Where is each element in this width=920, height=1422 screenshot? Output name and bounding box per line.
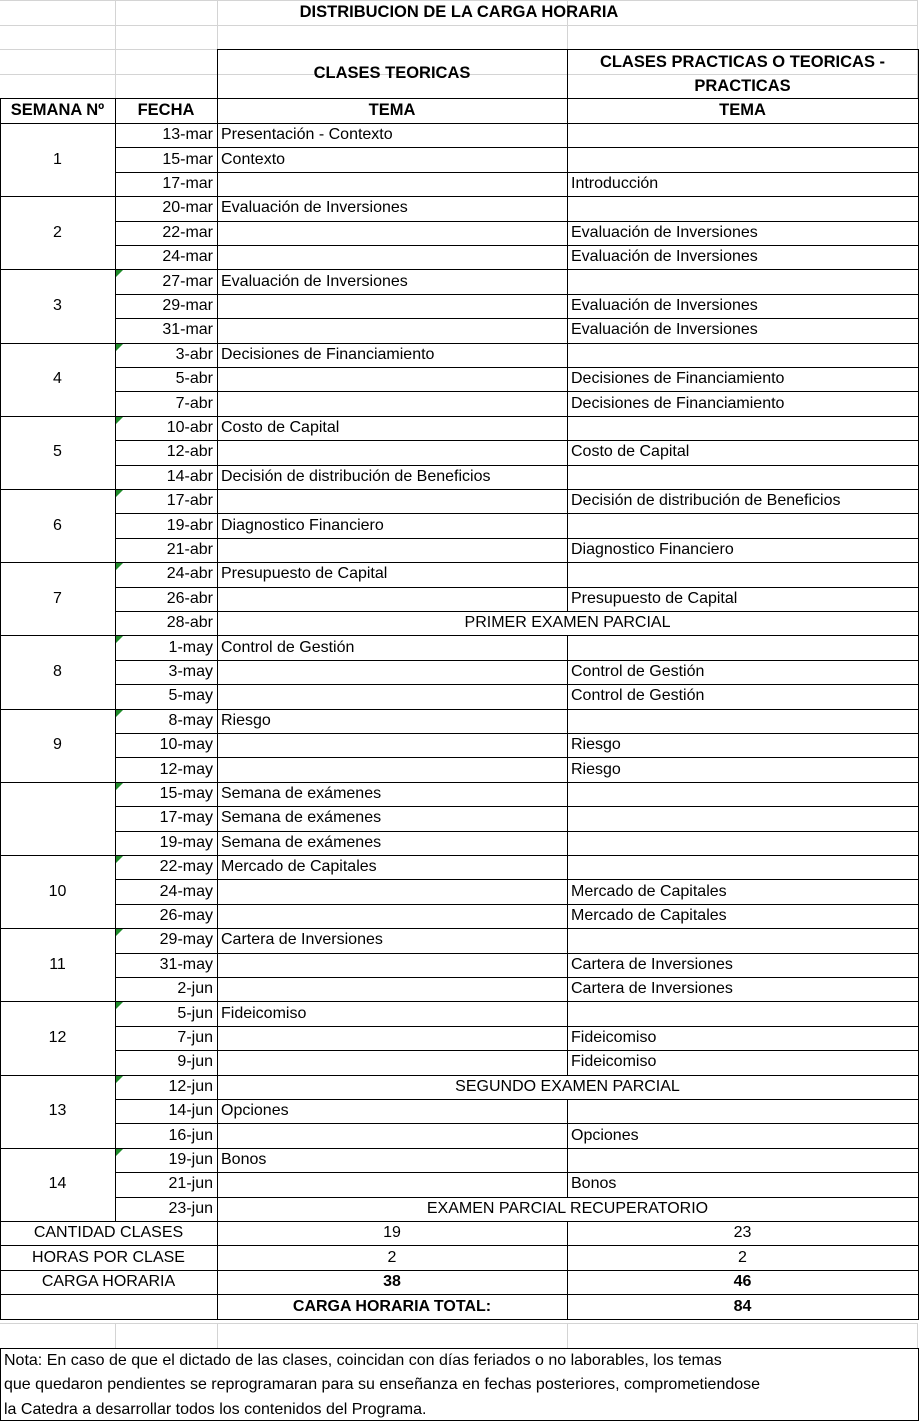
tema-teorica-cell xyxy=(217,1026,567,1050)
tema-teorica-cell xyxy=(217,489,567,513)
grid-line xyxy=(0,25,918,26)
summary-practicas-value: 2 xyxy=(738,1248,747,1266)
tema-teorica-cell xyxy=(217,538,567,562)
border-line xyxy=(217,123,218,1222)
tema-teorica-cell: Mercado de Capitales xyxy=(221,858,377,876)
tema-practica-cell xyxy=(567,1099,918,1123)
summary-label: HORAS POR CLASE xyxy=(32,1248,185,1266)
summary-teoricas-value: 2 xyxy=(387,1248,397,1266)
date-cell: 14-abr xyxy=(166,467,213,485)
date-cell: 15-mar xyxy=(162,150,213,168)
border-line xyxy=(567,635,568,660)
tema-practica-cell: Riesgo xyxy=(571,736,621,754)
tema-practica-cell: Costo de Capital xyxy=(571,443,690,461)
border-line xyxy=(567,367,568,392)
week-number: 9 xyxy=(53,736,62,754)
tema-practica-cell xyxy=(567,1001,918,1025)
summary-practicas-value: 23 xyxy=(733,1224,752,1242)
tema-teorica-cell: Presupuesto de Capital xyxy=(221,565,388,583)
summary-label: CARGA HORARIA xyxy=(41,1272,176,1290)
border-line xyxy=(567,269,568,294)
comment-indicator-icon xyxy=(116,563,123,570)
border-line xyxy=(918,123,919,1222)
date-cell: 17-may xyxy=(159,809,213,827)
comment-indicator-icon xyxy=(116,710,123,717)
tema-practica-cell: Cartera de Inversiones xyxy=(571,980,733,998)
tema-practica-cell xyxy=(567,123,918,147)
date-cell: 26-abr xyxy=(166,589,213,607)
week-number: 11 xyxy=(49,955,66,973)
week-number: 6 xyxy=(53,516,62,534)
tema-practica-cell: Decisión de distribución de Beneficios xyxy=(571,492,841,510)
tema-teorica-cell xyxy=(217,684,567,708)
tema-teorica-cell xyxy=(217,904,567,928)
tema-practica-cell: Fideicomiso xyxy=(571,1053,657,1071)
date-cell: 13-mar xyxy=(162,126,213,144)
tema-teorica-cell: Costo de Capital xyxy=(221,418,340,436)
comment-indicator-icon xyxy=(116,490,123,497)
tema-teorica-cell xyxy=(217,294,567,318)
tema-teorica-cell xyxy=(217,977,567,1001)
tema-teorica-cell xyxy=(217,879,567,903)
border-line xyxy=(567,1148,568,1173)
tema-teorica-cell xyxy=(217,245,567,269)
tema-teorica-cell: Evaluación de Inversiones xyxy=(221,199,408,217)
date-cell: 27-mar xyxy=(162,272,213,290)
note-line: la Catedra a desarrollar todos los contenidos del Programa. xyxy=(4,1400,427,1418)
tema-practica-cell: Decisiones de Financiamiento xyxy=(571,370,785,388)
border-line xyxy=(567,1026,568,1051)
note-line: que quedaron pendientes se reprogramaran para su enseñanza en fechas posteriores, comprometiendose xyxy=(4,1376,761,1394)
date-cell: 24-mar xyxy=(162,248,213,266)
date-cell: 16-jun xyxy=(168,1126,213,1144)
tema-teorica-cell xyxy=(217,757,567,781)
border-line xyxy=(0,1221,1,1246)
tema-teorica-cell: Control de Gestión xyxy=(221,638,355,656)
border-line xyxy=(567,489,568,514)
tema-teorica-cell xyxy=(217,1050,567,1074)
border-line xyxy=(567,196,568,221)
border-line xyxy=(217,1221,218,1246)
date-cell: 23-jun xyxy=(168,1199,213,1217)
border-line xyxy=(567,391,568,416)
grid-line xyxy=(567,1323,568,1348)
border-line xyxy=(567,1245,568,1270)
border-line xyxy=(567,977,568,1002)
border-line xyxy=(567,660,568,685)
date-cell: 10-may xyxy=(159,736,213,754)
date-cell: 3-abr xyxy=(175,345,213,363)
border-line xyxy=(567,684,568,709)
date-cell: 12-jun xyxy=(168,1077,213,1095)
tema-teorica-cell xyxy=(217,587,567,611)
tema-teorica-cell xyxy=(217,1123,567,1147)
tema-practica-cell xyxy=(567,513,918,537)
border-line xyxy=(918,1221,919,1246)
border-line xyxy=(567,733,568,758)
date-cell: 3-may xyxy=(168,662,213,680)
border-line xyxy=(918,1245,919,1270)
total-value: 84 xyxy=(733,1297,752,1315)
border-line xyxy=(567,1099,568,1124)
tema-teorica-cell xyxy=(217,440,567,464)
date-cell: 22-mar xyxy=(162,223,213,241)
tema-teorica-cell: Presentación - Contexto xyxy=(221,126,393,144)
comment-indicator-icon xyxy=(116,1149,123,1156)
tema-practica-cell: Riesgo xyxy=(571,760,621,778)
grid-line xyxy=(0,1323,918,1324)
merged-exam-cell: PRIMER EXAMEN PARCIAL xyxy=(464,614,671,632)
border-line xyxy=(567,831,568,856)
tema-teorica-cell: Evaluación de Inversiones xyxy=(221,272,408,290)
date-cell: 26-may xyxy=(159,906,213,924)
date-cell: 5-abr xyxy=(175,370,213,388)
border-line xyxy=(918,49,919,99)
border-line xyxy=(918,98,919,124)
tema-teorica-cell: Cartera de Inversiones xyxy=(221,931,383,949)
date-cell: 9-jun xyxy=(177,1053,213,1071)
comment-indicator-icon xyxy=(116,856,123,863)
sheet-title: DISTRIBUCION DE LA CARGA HORARIA xyxy=(299,3,619,21)
comment-indicator-icon xyxy=(116,636,123,643)
tema-teorica-cell xyxy=(217,391,567,415)
week-number: 7 xyxy=(53,589,62,607)
week-number: 3 xyxy=(53,296,62,314)
date-cell: 21-jun xyxy=(168,1175,213,1193)
border-line xyxy=(567,782,568,807)
tema-teorica-cell: Semana de exámenes xyxy=(221,784,382,802)
week-number: 8 xyxy=(53,662,62,680)
date-cell: 21-abr xyxy=(166,540,213,558)
tema-practica-cell: Evaluación de Inversiones xyxy=(571,321,758,339)
tema-teorica-cell xyxy=(217,172,567,196)
tema-teorica-cell xyxy=(217,221,567,245)
date-cell: 31-mar xyxy=(162,321,213,339)
border-line xyxy=(918,1348,919,1421)
border-line xyxy=(567,1123,568,1148)
border-line xyxy=(567,1294,568,1320)
border-line xyxy=(567,318,568,343)
border-line xyxy=(217,1270,218,1295)
tema-practica-cell: Fideicomiso xyxy=(571,1028,657,1046)
tema-teorica-cell: Semana de exámenes xyxy=(221,809,382,827)
tema-practica-cell: Evaluación de Inversiones xyxy=(571,248,758,266)
date-cell: 29-may xyxy=(159,931,213,949)
grid-line xyxy=(917,1323,918,1348)
merged-exam-cell: SEGUNDO EXAMEN PARCIAL xyxy=(455,1077,680,1095)
border-line xyxy=(567,221,568,246)
date-cell: 5-may xyxy=(168,687,213,705)
tema-practica-cell xyxy=(567,928,918,952)
comment-indicator-icon xyxy=(116,1002,123,1009)
date-cell: 1-may xyxy=(168,638,213,656)
tema-practica-cell xyxy=(567,635,918,659)
border-line xyxy=(567,513,568,538)
header-clases-teoricas: CLASES TEORICAS xyxy=(313,64,471,82)
border-line xyxy=(0,123,1,1222)
tema-practica-cell: Evaluación de Inversiones xyxy=(571,296,758,314)
tema-practica-cell xyxy=(567,465,918,489)
merged-exam-cell: EXAMEN PARCIAL RECUPERATORIO xyxy=(426,1199,709,1217)
tema-practica-cell: Introducción xyxy=(571,174,659,192)
date-cell: 17-mar xyxy=(162,174,213,192)
date-cell: 19-may xyxy=(159,833,213,851)
border-line xyxy=(567,343,568,368)
comment-indicator-icon xyxy=(116,1076,123,1083)
tema-teorica-cell: Bonos xyxy=(221,1150,267,1168)
tema-teorica-cell: Semana de exámenes xyxy=(221,833,382,851)
border-line xyxy=(567,440,568,465)
border-line xyxy=(567,879,568,904)
week-number: 4 xyxy=(53,370,62,388)
date-cell: 7-abr xyxy=(175,394,213,412)
tema-teorica-cell: Riesgo xyxy=(221,711,271,729)
border-line xyxy=(567,123,568,148)
comment-indicator-icon xyxy=(116,270,123,277)
tema-practica-cell xyxy=(567,855,918,879)
border-line xyxy=(567,1172,568,1197)
date-cell: 7-jun xyxy=(177,1028,213,1046)
header-tema-teoricas: TEMA xyxy=(368,101,416,119)
grid-line xyxy=(115,1323,116,1348)
date-cell: 19-jun xyxy=(168,1150,213,1168)
tema-teorica-cell xyxy=(217,733,567,757)
summary-label: CANTIDAD CLASES xyxy=(33,1224,184,1242)
date-cell: 29-mar xyxy=(162,296,213,314)
border-line xyxy=(567,562,568,587)
border-line xyxy=(217,1294,218,1320)
total-label: CARGA HORARIA TOTAL: xyxy=(292,1297,492,1315)
border-line xyxy=(0,1245,1,1270)
comment-indicator-icon xyxy=(116,417,123,424)
border-line xyxy=(567,416,568,441)
header-semana: SEMANA Nº xyxy=(10,101,105,119)
week-number: 12 xyxy=(48,1028,67,1046)
border-line xyxy=(567,587,568,612)
grid-line xyxy=(217,1323,218,1348)
tema-teorica-cell: Decisiones de Financiamiento xyxy=(221,345,435,363)
border-line xyxy=(567,928,568,953)
border-line xyxy=(567,1270,568,1295)
border-line xyxy=(115,123,116,1222)
border-line xyxy=(567,953,568,978)
week-number: 2 xyxy=(53,223,62,241)
border-line xyxy=(567,904,568,929)
tema-practica-cell xyxy=(567,709,918,733)
tema-practica-cell xyxy=(567,1148,918,1172)
date-cell: 24-abr xyxy=(166,565,213,583)
border-line xyxy=(567,709,568,734)
date-cell: 5-jun xyxy=(177,1004,213,1022)
comment-indicator-icon xyxy=(116,344,123,351)
date-cell: 14-jun xyxy=(168,1102,213,1120)
tema-teorica-cell xyxy=(217,318,567,342)
week-number: 5 xyxy=(53,443,62,461)
tema-practica-cell xyxy=(567,416,918,440)
border-line xyxy=(567,1221,568,1246)
tema-practica-cell: Bonos xyxy=(571,1175,617,1193)
date-cell: 24-may xyxy=(159,882,213,900)
tema-practica-cell: Mercado de Capitales xyxy=(571,906,727,924)
tema-practica-cell xyxy=(567,831,918,855)
tema-practica-cell: Presupuesto de Capital xyxy=(571,589,738,607)
border-line xyxy=(567,1001,568,1026)
week-number xyxy=(0,782,115,855)
tema-practica-cell xyxy=(567,196,918,220)
header-fecha: FECHA xyxy=(137,101,195,119)
border-line xyxy=(567,538,568,563)
tema-practica-cell xyxy=(567,782,918,806)
border-line xyxy=(567,855,568,880)
border-line xyxy=(567,1050,568,1075)
border-line xyxy=(567,465,568,490)
tema-practica-cell: Control de Gestión xyxy=(571,662,705,680)
tema-teorica-cell xyxy=(217,660,567,684)
tema-teorica-cell xyxy=(217,953,567,977)
date-cell: 2-jun xyxy=(177,980,213,998)
date-cell: 17-abr xyxy=(166,492,213,510)
tema-practica-cell: Decisiones de Financiamiento xyxy=(571,394,785,412)
tema-practica-cell: Cartera de Inversiones xyxy=(571,955,733,973)
tema-practica-cell xyxy=(567,562,918,586)
date-cell: 20-mar xyxy=(162,199,213,217)
comment-indicator-icon xyxy=(116,783,123,790)
tema-teorica-cell: Fideicomiso xyxy=(221,1004,307,1022)
header-tema-practicas: TEMA xyxy=(719,101,766,119)
border-line xyxy=(0,1270,1,1295)
date-cell: 31-may xyxy=(159,955,213,973)
tema-teorica-cell: Decisión de distribución de Beneficios xyxy=(221,467,491,485)
note-line: Nota: En caso de que el dictado de las clases, coincidan con días feriados o no laborables, los temas xyxy=(4,1352,722,1369)
tema-teorica-cell xyxy=(217,1172,567,1196)
tema-practica-cell: Diagnostico Financiero xyxy=(571,540,734,558)
date-cell: 12-may xyxy=(159,760,213,778)
tema-practica-cell xyxy=(567,806,918,830)
tema-practica-cell xyxy=(567,343,918,367)
comment-indicator-icon xyxy=(116,929,123,936)
tema-teorica-cell: Opciones xyxy=(221,1102,289,1120)
tema-practica-cell: Control de Gestión xyxy=(571,687,705,705)
border-line xyxy=(567,294,568,319)
tema-teorica-cell xyxy=(217,367,567,391)
tema-practica-cell: Mercado de Capitales xyxy=(571,882,727,900)
tema-practica-cell xyxy=(567,147,918,171)
border-line xyxy=(567,806,568,831)
summary-teoricas-value: 19 xyxy=(383,1224,401,1242)
week-number: 10 xyxy=(48,882,67,900)
tema-practica-cell: Evaluación de Inversiones xyxy=(571,223,758,241)
date-cell: 19-abr xyxy=(166,516,213,534)
date-cell: 12-abr xyxy=(166,443,213,461)
border-line xyxy=(0,1294,1,1320)
tema-teorica-cell: Diagnostico Financiero xyxy=(221,516,384,534)
border-line xyxy=(567,172,568,197)
border-line xyxy=(567,245,568,270)
tema-practica-cell: Opciones xyxy=(571,1126,639,1144)
border-line xyxy=(918,1270,919,1295)
date-cell: 10-abr xyxy=(166,418,213,436)
week-number: 1 xyxy=(53,150,62,168)
date-cell: 28-abr xyxy=(166,614,213,632)
border-line xyxy=(567,147,568,172)
header-clases-practicas: CLASES PRACTICAS O TEORICAS - PRACTICAS xyxy=(599,52,886,95)
date-cell: 15-may xyxy=(159,784,213,802)
border-line xyxy=(567,757,568,782)
summary-practicas-value: 46 xyxy=(733,1272,752,1290)
tema-teorica-cell: Contexto xyxy=(221,150,286,168)
week-number: 13 xyxy=(48,1102,67,1120)
border-line xyxy=(217,1245,218,1270)
tema-practica-cell xyxy=(567,269,918,293)
border-line xyxy=(918,1294,919,1320)
date-cell: 8-may xyxy=(168,711,213,729)
summary-teoricas-value: 38 xyxy=(383,1272,401,1290)
week-number: 14 xyxy=(48,1175,67,1193)
border-line xyxy=(0,1319,918,1320)
date-cell: 22-may xyxy=(159,858,213,876)
